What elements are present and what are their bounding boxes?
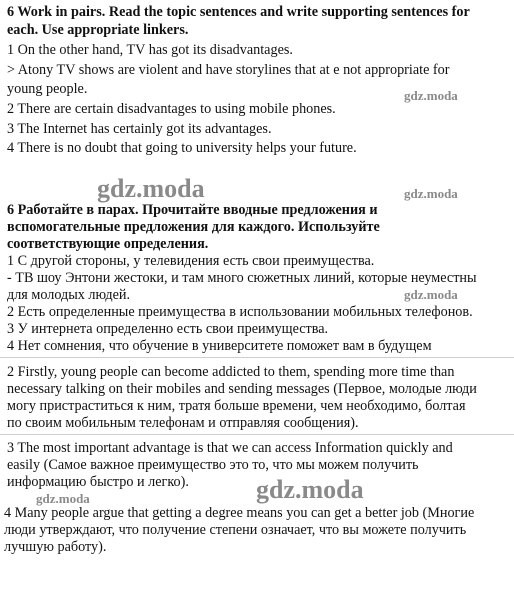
divider — [0, 357, 514, 358]
task-line: 4 Нет сомнения, что обучение в университете поможет вам в будущем — [7, 338, 432, 354]
answer-line: по своим мобильным телефонам и отправляя сообщения). — [7, 415, 359, 431]
heading-ru-line: 6 Работайте в парах. Прочитайте вводные предложения и — [7, 202, 378, 218]
answer-line: люди утверждают, что получение степени означает, что вы можете получить — [4, 522, 467, 538]
task-line: 1 On the other hand, TV has got its disadvantages. — [7, 42, 293, 58]
task-line: 4 There is no doubt that going to university helps your future. — [7, 140, 357, 156]
divider — [0, 434, 514, 435]
task-line: 2 Есть определенные преимущества в использовании мобильных телефонов. — [7, 304, 473, 320]
task-line: > Atony TV shows are violent and have storylines that at e not appropriate for — [7, 62, 450, 78]
watermark: gdz.moda — [404, 287, 458, 302]
task-line: для молодых людей. — [7, 287, 131, 303]
answer-line: лучшую работу). — [4, 539, 107, 555]
heading-ru-line: вспомогательные предложения для каждого. Используйте — [7, 219, 380, 235]
watermark: gdz.moda — [36, 491, 90, 506]
task-line: 2 There are certain disadvantages to using mobile phones. — [7, 101, 336, 117]
watermark: gdz.moda — [404, 186, 458, 201]
watermark: gdz.moda — [404, 88, 458, 103]
task-line: young people. — [7, 81, 88, 97]
answer-line: 3 The most important advantage is that we can access Information quickly and — [7, 440, 453, 456]
answer-line: могу пристраститься к ним, тратя больше времени, чем необходимо, болтая — [7, 398, 466, 414]
answer-line: 4 Many people argue that getting a degree means you can get a better job (Многие — [4, 505, 475, 521]
watermark: gdz.moda — [256, 475, 364, 504]
answer-line: necessary talking on their mobiles and sending messages (Первое, молодые люди — [7, 381, 477, 397]
heading-en-line: 6 Work in pairs. Read the topic sentences and write supporting sentences for — [7, 4, 470, 20]
task-line: 3 У интернета определенно есть свои преимущества. — [7, 321, 329, 337]
task-line: 3 The Internet has certainly got its advantages. — [7, 121, 272, 137]
heading-ru-line: соответствующие определения. — [7, 236, 209, 252]
answer-line: easily (Самое важное преимущество это то, что мы можем получить — [7, 457, 419, 473]
task-line: 1 С другой стороны, у телевидения есть свои преимущества. — [7, 253, 375, 269]
answer-line: информацию быстро и легко). — [7, 474, 189, 490]
answer-line: 2 Firstly, young people can become addicted to them, spending more time than — [7, 364, 455, 380]
heading-en-line: each. Use appropriate linkers. — [7, 22, 189, 38]
task-line: - ТВ шоу Энтони жестоки, и там много сюжетных линий, которые неуместны — [7, 270, 477, 286]
watermark: gdz.moda — [97, 174, 205, 203]
